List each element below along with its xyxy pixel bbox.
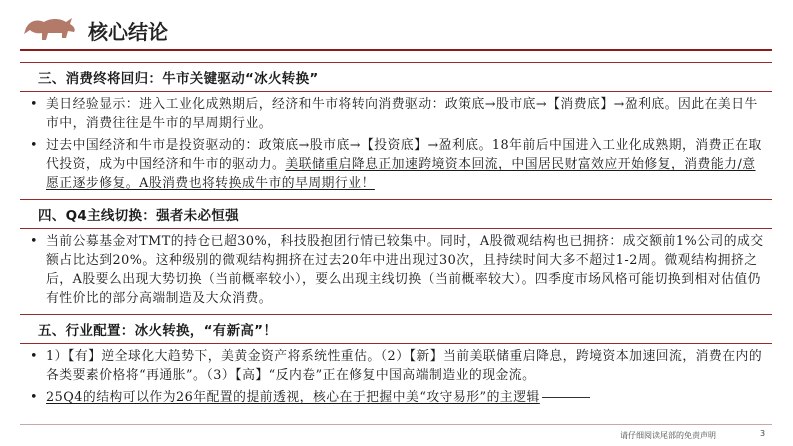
bullet-dot-icon: • — [30, 234, 39, 249]
page-title: 核心结论 — [88, 20, 168, 44]
trailing-rule — [542, 397, 590, 398]
bullet-underlined-text: 25Q4的结构可以作为26年配置的提前透视，核心在于把握中美“攻守易形”的主逻辑 — [46, 390, 540, 405]
slide-header — [0, 0, 793, 60]
bullet-you-xin-gao — [20, 347, 772, 385]
header-divider — [20, 49, 772, 51]
bullet-underlined-text: 美联储重启降息正加速跨境资本回流，中国居民财富效应开始修复，消费能力/意愿正逐步修复。A股消费也将转换成牛市的早周期行业！ — [46, 157, 756, 191]
page-number: 3 — [760, 429, 766, 438]
section-heading-q4-rotation: 四、Q4主线切换：强者未必恒强 — [20, 199, 772, 229]
slide-footer — [0, 422, 793, 446]
bullet-dot-icon: • — [30, 349, 39, 364]
footer-divider — [20, 424, 772, 425]
bullet-china-investment-driven — [20, 136, 772, 193]
disclaimer-note: 请仔细阅读尾部的免责声明 — [620, 431, 716, 440]
bullet-text: 当前公募基金对TMT的持仓已超30%，科技股抱团行情已较集中。同时，A股微观结构也已拥挤：成交额前1%公司的成交额占比达到20%。这种级别的微观结构拥挤在过去20年中进出现过30次，且持续时间大多不超过1-2周。微观结构拥挤之后，A股要么出现大势切换（当前概率较小），要么出现主线切换（当前概率较大）。四季度市场风格可能切换到相对估值仍有性价比的部分高端制造及大众消费。 — [46, 234, 764, 306]
bull-logo-icon — [22, 14, 80, 44]
bullet-25q4-preview — [20, 388, 772, 407]
bullet-text: 1）【有】逆全球化大趋势下，美黄金资产将系统性重估。（2）【新】当前美联储重启降息，跨境资本加速回流，消费在内的各类要素价格将“再通胀”。（3）【高】“反内卷”正在修复中国高端制造业的现金流。 — [46, 349, 763, 383]
bullet-dot-icon: • — [30, 390, 39, 405]
section-heading-consumption: 三、消费终将回归：牛市关键驱动“冰火转换” — [20, 62, 772, 92]
section-heading-industry-allocation: 五、行业配置：冰火转换，“有新高”！ — [20, 314, 772, 344]
bullet-text: 美日经验显示：进入工业化成熟期后，经济和牛市将转向消费驱动：政策底→股市底→【消费底】→盈利底。因此在美日牛市中，消费往往是牛市的早周期行业。 — [46, 97, 758, 131]
bullet-dot-icon: • — [30, 138, 39, 153]
slide-body — [20, 62, 772, 407]
bullet-tmt-crowding — [20, 232, 772, 308]
bullet-dot-icon: • — [30, 97, 39, 112]
bullet-text: 过去中国经济和牛市是投资驱动的：政策底→股市底→【投资底】→盈利底。18年前后中国进入工业化成熟期，消费正在取代投资，成为中国经济和牛市的驱动力。 — [46, 138, 762, 172]
bullet-us-japan-experience — [20, 95, 772, 133]
